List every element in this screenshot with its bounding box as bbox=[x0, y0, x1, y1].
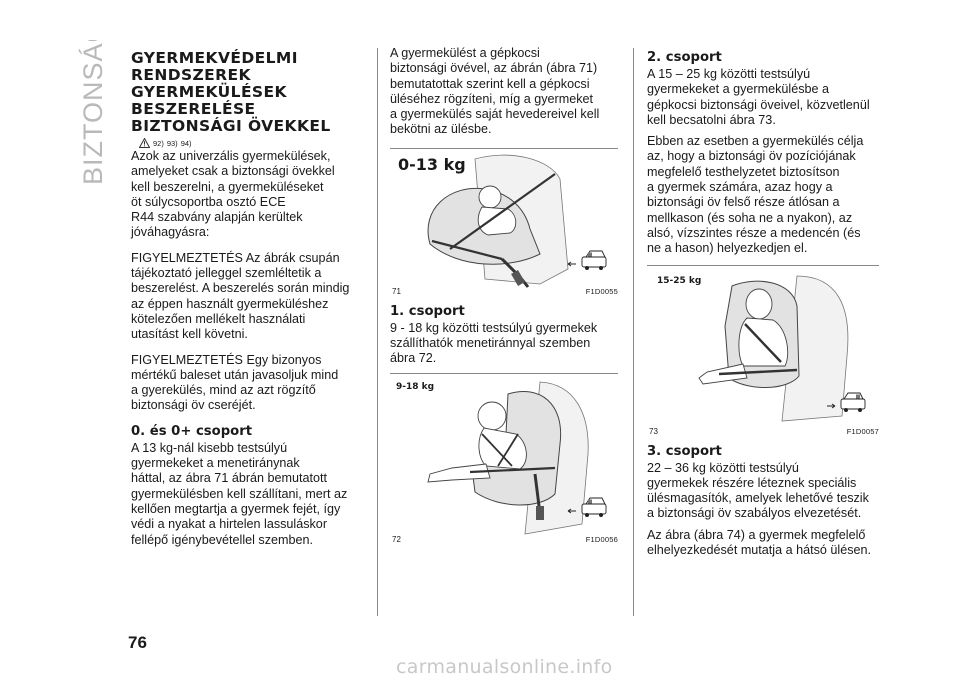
column-divider bbox=[377, 48, 378, 616]
group-1-heading: 1. csoport bbox=[390, 303, 465, 319]
child-seat-illustration bbox=[390, 374, 618, 544]
group-1-paragraph: 9 - 18 kg közötti testsúlyú gyermekek szállíthatók menetiránnyal szemben ábra 72. bbox=[390, 320, 598, 366]
figure-number: 72 bbox=[392, 534, 401, 544]
intro-paragraph: Azok az univerzális gyermekülések, amelyeket csak a biztonsági övekkel kell beszerelni, a gyermeküléseket öt súlycsoportba osztó ECE R44 szabvány alapján kerültek jóváhagyásra: bbox=[131, 149, 335, 240]
column-3 bbox=[647, 46, 879, 568]
group-0-paragraph: A 13 kg-nál kisebb testsúlyú gyermekeket a menetiránynak háttal, az ábra 71 ábrán bemutatott gyermekülésben kell szállítani, mert az kellően megtartja a gyermek fejét, így védi a nyakat a hirtelen lassuláskor fellépő igénybevétellel szemben. bbox=[131, 440, 348, 547]
watermark: carmanualsonline.info bbox=[396, 656, 613, 678]
figure-72 bbox=[390, 373, 618, 544]
warning-ref: 93) bbox=[166, 138, 178, 148]
figure-73 bbox=[647, 265, 879, 436]
warning-paragraph: FIGYELMEZTETÉS Az ábrák csupán tájékoztató jelleggel szemléltetik a beszerelést. A beszerelés során mindig az éppen használt gyermeküléshez kötelezően mellékelt használati utasítást kell követni. bbox=[131, 250, 350, 342]
group-3-heading: 3. csoport bbox=[647, 443, 722, 459]
group-2-paragraph: A 15 – 25 kg közötti testsúlyú gyermekeket a gyermekülésbe a gépkocsi biztonsági öveivel, közvetlenül kell becsatolni ábra 73. bbox=[647, 67, 870, 127]
column-2 bbox=[390, 46, 618, 548]
section-tab-label: BIZTONSÁG bbox=[78, 40, 108, 185]
group-2-heading: 2. csoport bbox=[647, 50, 722, 65]
figure-weight-label: 0-13 kg bbox=[398, 154, 466, 174]
warning-ref: 92) bbox=[153, 138, 164, 148]
group-3-paragraph: Az ábra (ábra 74) a gyermek megfelelő elhelyezkedését mutatja a hátsó ülésen. bbox=[647, 527, 872, 558]
installation-paragraph: A gyermekülést a gépkocsi biztonsági övével, az ábrán (ábra 71) bemutatottak szerint kell a gépkocsi üléséhez rögzíteni, míg a gyermeket a gyermekülés saját hevedereivel kell bekötni az ülésbe. bbox=[390, 46, 600, 137]
column-1 bbox=[131, 46, 363, 558]
warning-triangle-icon bbox=[139, 138, 150, 148]
group-2-paragraph: Ebben az esetben a gyermekülés célja az, hogy a biztonsági öv pozíciójának megfelelő testhelyzetet biztosítson a gyermek számára, azaz hogy a biztonsági öv felső része átlósan a mellkason (és soha ne a nyakon), az alsó, vízszintes része a medencén (és ne a hason) helyezkedjen el. bbox=[647, 134, 864, 256]
figure-code: F1D0057 bbox=[846, 426, 879, 436]
section-tab bbox=[70, 40, 110, 190]
warning-paragraph: FIGYELMEZTETÉS Egy bizonyos mértékű baleset után javasoljuk mind a gyerekülés, mind az azt rögzítő biztonsági öv cseréjét. bbox=[131, 352, 339, 413]
page-number: 76 bbox=[128, 633, 147, 652]
figure-71 bbox=[390, 148, 618, 296]
figure-code: F1D0055 bbox=[585, 286, 618, 296]
booster-seat-illustration bbox=[647, 266, 879, 436]
warning-references bbox=[139, 138, 363, 148]
column-divider bbox=[633, 48, 634, 616]
figure-number: 71 bbox=[392, 286, 401, 296]
figure-code: F1D0056 bbox=[585, 534, 618, 544]
warning-ref: 94) bbox=[180, 138, 192, 148]
group-0-heading: 0. és 0+ csoport bbox=[131, 423, 253, 439]
figure-number: 73 bbox=[649, 426, 658, 436]
group-3-paragraph: 22 – 36 kg közötti testsúlyú gyermekek részére léteznek speciális ülésmagasítók, amelyek lehetővé teszik a biztonsági öv szabályos elvezetését. bbox=[647, 460, 869, 521]
figure-weight-label: 9-18 kg bbox=[396, 381, 435, 392]
figure-weight-label: 15-25 kg bbox=[657, 275, 702, 286]
section-heading: GYERMEKVÉDELMI RENDSZEREK GYERMEKÜLÉSEK BESZERELÉSE BIZTONSÁGI ÖVEKKEL bbox=[131, 49, 331, 135]
